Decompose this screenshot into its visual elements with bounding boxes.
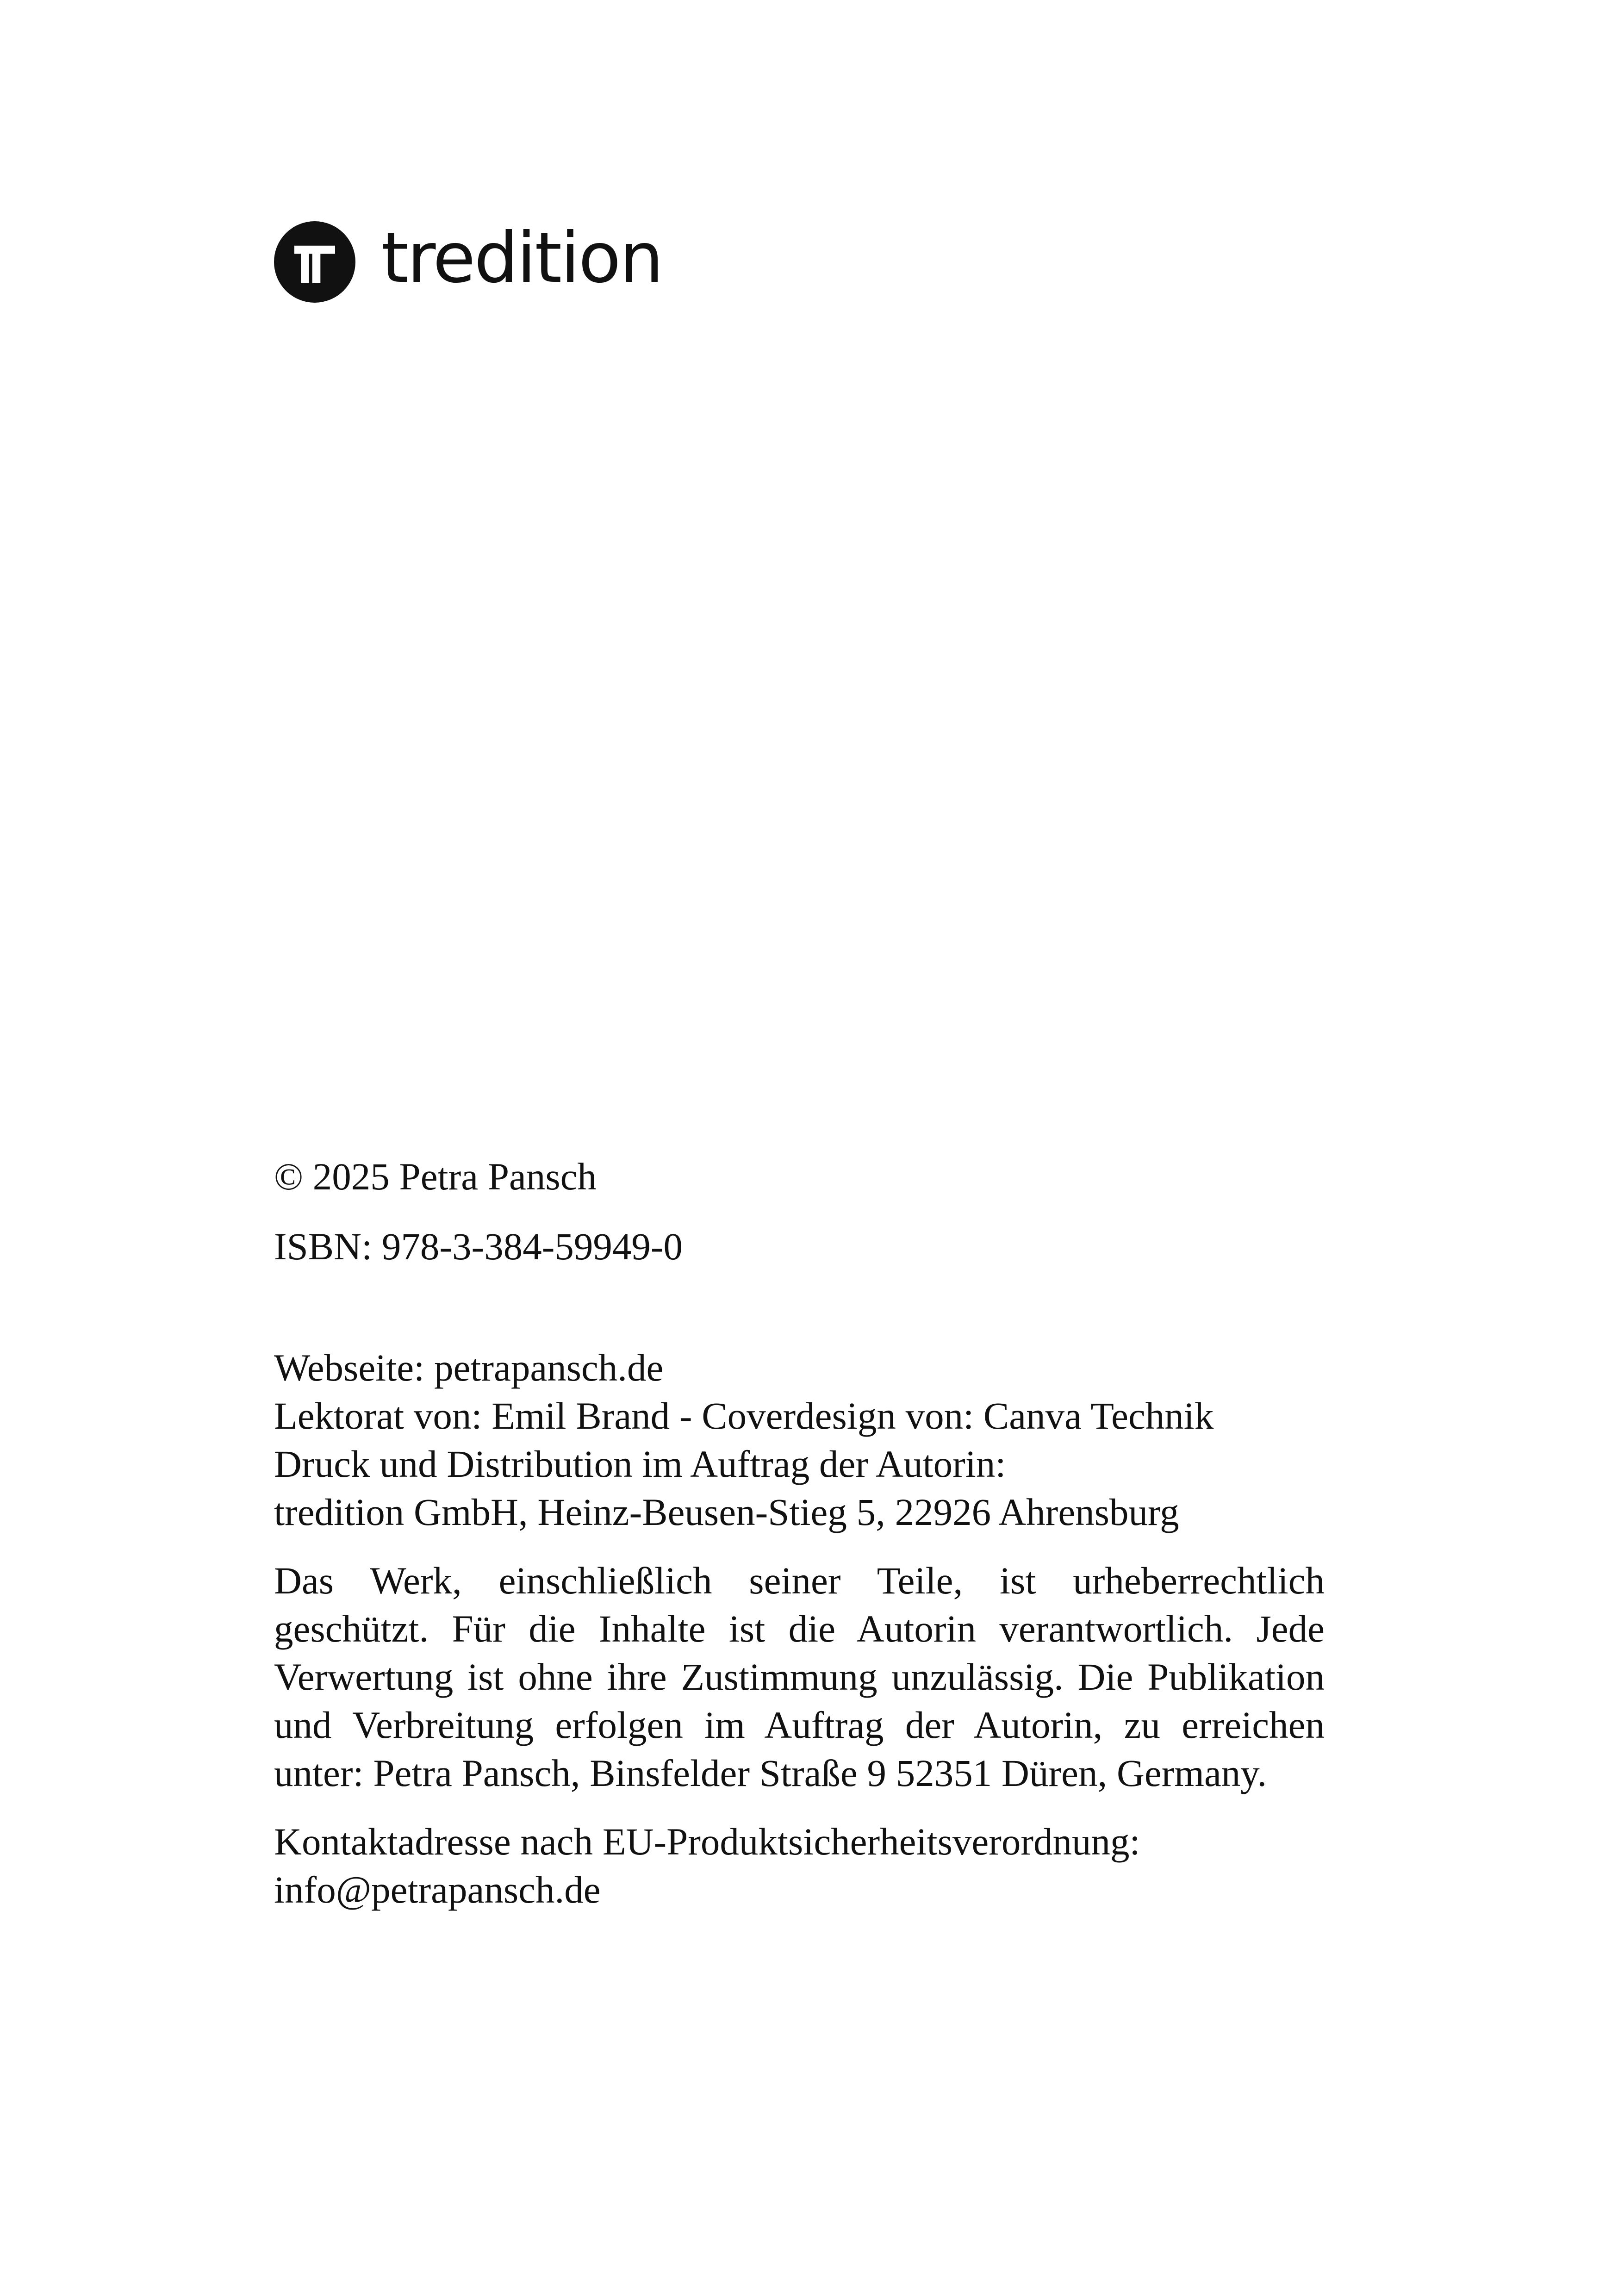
copyright-line: © 2025 Petra Pansch [274, 1155, 597, 1198]
legal-notice: Das Werk, einschließlich seiner Teile, ist urheberrechtlich geschützt. Für die Inhalte ist die Autorin verantwortlich. Jede Verwertung ist ohne ihre Zustimmung unzulässig. Die Publikation und Verbreitung erfolgen im Auftrag der Autorin, zu erreichen unter: Petra Pansch, Binsfelder Straße 9 52351 Düren, Germany. [274, 1559, 1325, 1794]
website-line: Webseite: petrapansch.de [274, 1346, 664, 1389]
logo-wordmark: tredition [381, 218, 662, 299]
imprint-block [274, 1152, 1325, 1914]
contact-email: info@petrapansch.de [274, 1868, 601, 1911]
tredition-logo-mark-icon [274, 221, 355, 303]
publisher-logo [274, 218, 662, 303]
distribution-line: Druck und Distribution im Auftrag der Autorin: [274, 1443, 1006, 1485]
contact-block [274, 1817, 1325, 1914]
publication-details [274, 1344, 1325, 1536]
contact-label: Kontaktadresse nach EU-Produktsicherheitsverordnung: [274, 1820, 1140, 1863]
credits-line: Lektorat von: Emil Brand - Coverdesign von: Canva Technik [274, 1394, 1214, 1437]
isbn-line: ISBN: 978-3-384-59949-0 [274, 1225, 683, 1268]
publisher-address-line: tredition GmbH, Heinz-Beusen-Stieg 5, 22926 Ahrensburg [274, 1491, 1179, 1533]
